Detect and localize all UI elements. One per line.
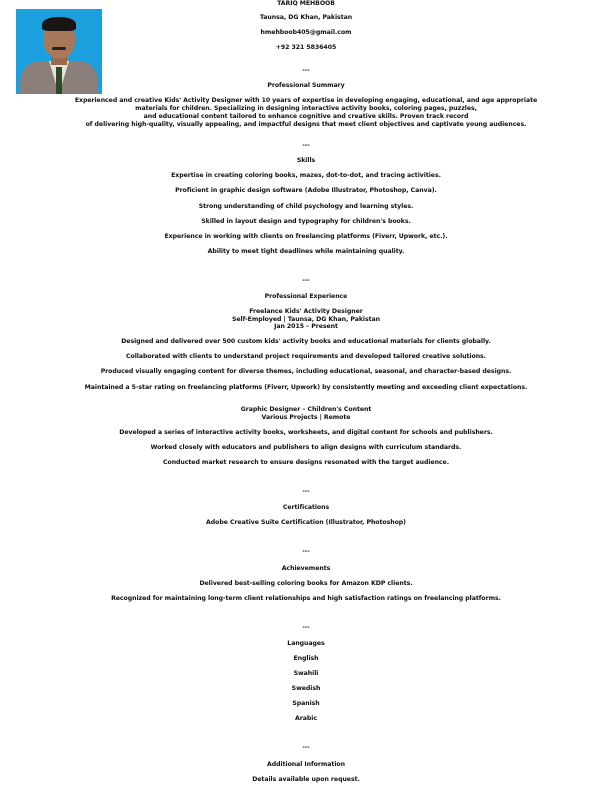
- section-title-summary: Professional Summary: [267, 82, 345, 90]
- job-role: Freelance Kids' Activity Designer: [249, 308, 363, 316]
- section-separator: ---: [302, 67, 310, 75]
- section-title-certifications: Certifications: [282, 504, 330, 512]
- section-title-achievements: Achievements: [281, 565, 331, 573]
- section-separator: ---: [302, 744, 310, 752]
- section-separator: ---: [302, 277, 310, 285]
- achievement-item: Delivered best-selling coloring books for Amazon KDP clients.: [199, 580, 413, 588]
- section-separator: ---: [302, 548, 310, 556]
- certification-item: Adobe Creative Suite Certification (Illustrator, Photoshop): [206, 519, 406, 527]
- job-dates: Jan 2015 – Present: [274, 323, 338, 331]
- section-title-languages: Languages: [287, 640, 325, 648]
- language-item: English: [293, 655, 319, 663]
- job-bullet: Designed and delivered over 500 custom kids' activity books and educational materials for clients globally.: [121, 338, 491, 346]
- job-org: Self-Employed | Taunsa, DG Khan, Pakistan: [231, 316, 380, 324]
- summary-line: materials for children. Specializing in designing interactive activity books, coloring pages, puzzles,: [135, 105, 477, 113]
- summary-line: and educational content tailored to enhance cognitive and creative skills. Proven track record: [143, 113, 469, 121]
- skill-item: Expertise in creating coloring books, mazes, dot-to-dot, and tracing activities.: [171, 172, 441, 180]
- section-separator: ---: [302, 624, 310, 632]
- language-item: Arabic: [295, 715, 317, 723]
- candidate-name: TARIQ MEHBOOB: [277, 0, 335, 8]
- candidate-phone: +92 321 5836405: [275, 44, 337, 52]
- language-item: Swahili: [293, 670, 319, 678]
- skill-item: Strong understanding of child psychology and learning styles.: [198, 203, 414, 211]
- skill-item: Skilled in layout design and typography for children's books.: [201, 218, 411, 226]
- summary-line: of delivering high-quality, visually appealing, and impactful designs that meet client objectives and captivate young audiences.: [85, 121, 527, 129]
- section-separator: ---: [302, 142, 310, 150]
- section-separator: ---: [302, 488, 310, 496]
- section-title-skills: Skills: [296, 157, 316, 165]
- achievement-item: Recognized for maintaining long-term client relationships and high satisfaction ratings on freelancing platforms.: [111, 595, 501, 603]
- skill-item: Experience in working with clients on freelancing platforms (Fiverr, Upwork, etc.).: [164, 233, 448, 241]
- language-item: Spanish: [292, 700, 320, 708]
- section-title-additional: Additional Information: [267, 761, 345, 769]
- skill-item: Ability to meet tight deadlines while maintaining quality.: [207, 248, 405, 256]
- candidate-location: Taunsa, DG Khan, Pakistan: [259, 14, 353, 22]
- skill-item: Proficient in graphic design software (Adobe Illustrator, Photoshop, Canva).: [175, 187, 437, 195]
- job-org: Various Projects | Remote: [261, 414, 351, 422]
- job-bullet: Worked closely with educators and publishers to align designs with curriculum standards.: [150, 444, 462, 452]
- candidate-email: hmehboob405@gmail.com: [260, 29, 352, 37]
- language-item: Swedish: [291, 685, 321, 693]
- job-bullet: Conducted market research to ensure designs resonated with the target audience.: [163, 459, 449, 467]
- job-bullet: Collaborated with clients to understand project requirements and developed tailored creative solutions.: [126, 353, 486, 361]
- additional-info-text: Details available upon request.: [252, 776, 360, 784]
- job-bullet: Produced visually engaging content for diverse themes, including educational, seasonal, and character-based designs.: [100, 368, 512, 376]
- job-bullet: Developed a series of interactive activity books, worksheets, and digital content for schools and publishers.: [119, 429, 493, 437]
- section-title-experience: Professional Experience: [264, 293, 348, 301]
- job-bullet: Maintained a 5-star rating on freelancing platforms (Fiverr, Upwork) by consistently meeting and exceeding client expectations.: [84, 384, 528, 392]
- job-role: Graphic Designer – Children's Content: [240, 406, 372, 414]
- summary-line: Experienced and creative Kids' Activity Designer with 10 years of expertise in developing engaging, educational, and age appropriate: [74, 97, 538, 105]
